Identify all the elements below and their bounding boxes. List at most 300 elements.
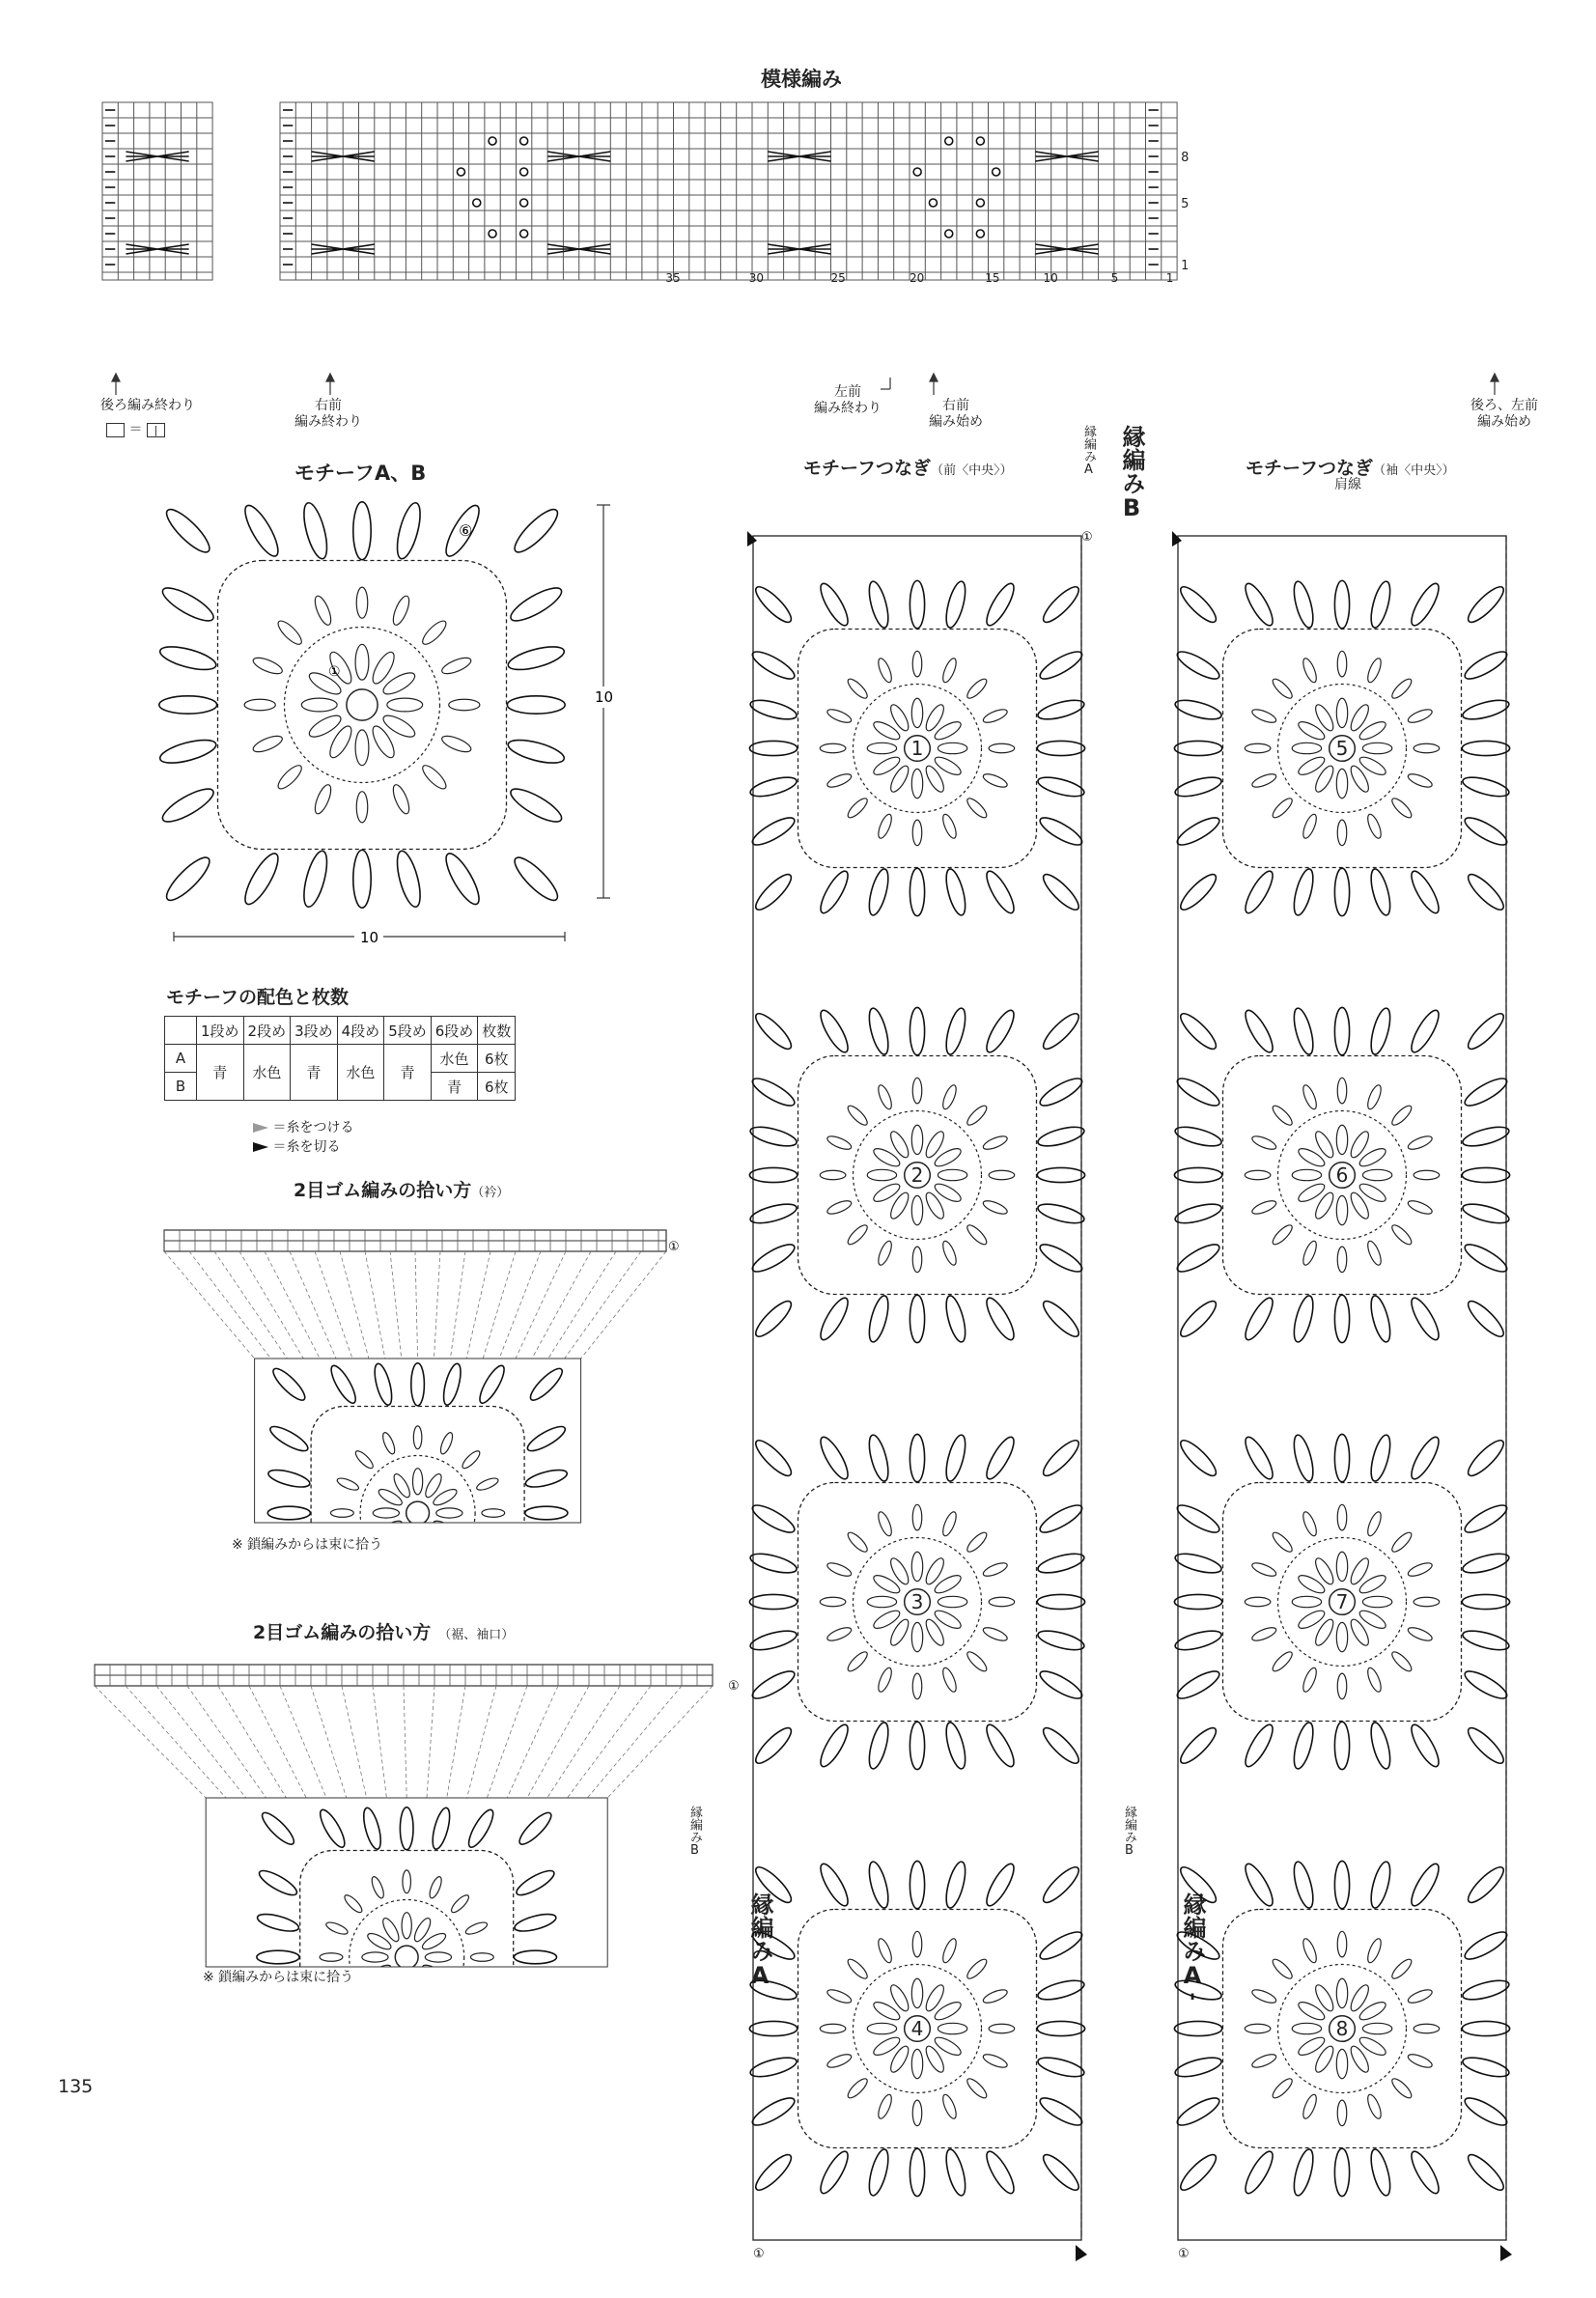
outer-spoke — [1462, 1074, 1510, 1110]
outer-spoke — [1039, 1724, 1083, 1768]
outer-spoke — [748, 696, 798, 722]
table-row: A 青 水色 青 水色 青 水色 6枚 — [165, 1045, 516, 1073]
outer-spoke — [1407, 1861, 1443, 1909]
outer-spoke — [1173, 1123, 1223, 1149]
outer-spoke — [748, 1200, 798, 1226]
inner-petal — [1348, 2044, 1372, 2075]
outer-spoke — [510, 504, 563, 557]
mid-petal — [982, 707, 1009, 725]
outer-spoke — [400, 1808, 413, 1850]
outer-spoke — [816, 1434, 853, 1482]
inner-petal — [373, 1508, 399, 1518]
inner-petal — [911, 2049, 922, 2078]
outer-spoke — [1174, 813, 1222, 850]
mid-petal — [440, 733, 473, 755]
mid-petal — [251, 655, 284, 677]
inner-petal — [1296, 718, 1327, 743]
pickup-guide — [340, 1251, 369, 1359]
outer-spoke — [299, 849, 331, 910]
empty-cell-icon — [106, 423, 125, 437]
outer-spoke — [1367, 1433, 1393, 1483]
outer-spoke — [1241, 2148, 1277, 2197]
motif-ab-title: モチーフA、B — [294, 462, 427, 485]
yarn-over-icon — [993, 168, 1000, 176]
column-number: 1 — [1165, 271, 1174, 285]
chart-title: 模様編み — [761, 68, 842, 91]
mid-petal — [1337, 1931, 1347, 1957]
outer-spoke — [372, 1362, 396, 1407]
mid-petal — [1245, 1170, 1271, 1180]
shoulder-label: 肩線 — [1334, 477, 1361, 492]
inner-petal — [887, 1191, 911, 1221]
inner-petal — [867, 1596, 896, 1607]
outer-spoke — [1173, 696, 1223, 722]
column-number: 10 — [1043, 271, 1058, 285]
pickup-guide — [218, 1686, 286, 1798]
inner-petal — [1336, 2049, 1347, 2078]
inner-petal — [1292, 1596, 1321, 1607]
mid-petal — [940, 1667, 959, 1694]
outer-spoke — [1174, 647, 1222, 684]
mid-petal — [965, 1529, 990, 1555]
outer-spoke — [865, 1006, 891, 1056]
outer-spoke — [1039, 1297, 1083, 1341]
inner-petal — [923, 764, 947, 795]
column-number: 20 — [910, 271, 925, 285]
inner-petal — [938, 1596, 966, 1607]
outer-spoke — [514, 1866, 557, 1899]
inner-petal — [933, 1181, 964, 1205]
mid-petal — [1270, 796, 1295, 821]
border-a-bottom-label: 縁編みA — [746, 1892, 773, 1989]
mid-petal — [1389, 2076, 1414, 2101]
outer-spoke — [1334, 1722, 1349, 1769]
outer-spoke — [982, 1861, 1019, 1909]
pickup-collar-title: 2目ゴム編みの拾い方（衿） — [294, 1180, 510, 1201]
outer-spoke — [476, 1362, 509, 1406]
inner-petal — [1358, 1572, 1388, 1596]
outer-spoke — [440, 850, 485, 909]
outer-spoke — [751, 870, 796, 914]
outer-spoke — [1176, 870, 1220, 914]
right-front-start-label: 右前 編み始め — [929, 398, 983, 430]
mid-petal — [1389, 1529, 1414, 1555]
inner-petal — [933, 718, 964, 743]
mid-petal — [912, 1931, 922, 1957]
mid-petal — [464, 1920, 489, 1937]
mid-petal — [989, 2024, 1015, 2033]
outer-spoke — [816, 868, 853, 916]
outer-spoke — [1367, 1006, 1393, 1056]
mid-petal — [982, 1560, 1009, 1579]
mid-petal — [1337, 820, 1347, 846]
inner-petal — [1336, 1978, 1347, 2007]
outer-spoke — [751, 1297, 796, 1341]
outer-spoke — [942, 1721, 968, 1771]
mid-petal — [940, 1240, 959, 1267]
outer-spoke — [1173, 1200, 1223, 1226]
inner-petal — [1312, 702, 1336, 733]
mid-petal — [845, 1956, 870, 1981]
outer-spoke — [506, 736, 567, 768]
inner-petal — [871, 1608, 902, 1632]
mid-petal — [1407, 1560, 1434, 1579]
right-front-end-label: 右前 編み終わり — [294, 398, 362, 430]
mid-petal — [912, 820, 922, 846]
inner-petal — [867, 1169, 896, 1180]
outer-spoke — [1039, 1436, 1083, 1480]
outer-spoke — [1462, 813, 1510, 850]
outer-spoke — [751, 2150, 796, 2195]
mid-petal — [1270, 1103, 1295, 1128]
inner-petal — [432, 1486, 460, 1507]
round-6-label: ⑥ — [459, 521, 473, 540]
mid-petal — [331, 1509, 354, 1518]
row-number: 8 — [1181, 150, 1190, 165]
outer-spoke — [393, 849, 425, 910]
inner-petal — [933, 1608, 964, 1632]
outer-spoke — [158, 582, 217, 627]
center-ring — [406, 1501, 430, 1525]
inner-petal — [887, 1617, 911, 1648]
cable-cross-icon — [126, 244, 188, 254]
inner-petal — [432, 1518, 460, 1537]
inner-petal — [911, 698, 922, 727]
mid-petal — [989, 1170, 1015, 1180]
mid-petal — [1365, 1083, 1384, 1110]
outer-spoke — [1461, 1627, 1511, 1653]
outer-spoke — [256, 1911, 300, 1935]
inner-petal — [911, 769, 922, 798]
inner-petal — [938, 1169, 966, 1180]
outer-spoke — [816, 580, 853, 629]
inner-petal — [887, 1129, 911, 1160]
mid-petal — [876, 1083, 894, 1110]
cut-yarn-icon — [747, 531, 757, 546]
inner-petal — [366, 1962, 394, 1981]
outer-spoke — [910, 1434, 924, 1481]
inner-petal — [413, 1531, 423, 1537]
outer-spoke — [749, 1927, 798, 1964]
outer-spoke — [1039, 582, 1083, 627]
pickup-guide — [565, 1251, 641, 1359]
inner-petal — [1358, 1145, 1388, 1169]
outer-spoke — [1173, 1550, 1223, 1576]
pickup-hem-note: ※ 鎖編みからは束に拾う — [203, 1970, 354, 1985]
color-table — [164, 1016, 516, 1101]
outer-spoke — [239, 501, 284, 560]
outer-spoke — [1174, 1074, 1222, 1110]
inner-petal — [1362, 2023, 1391, 2033]
chart-left-block — [102, 102, 212, 280]
inner-petal — [887, 702, 911, 733]
outer-spoke — [516, 1808, 555, 1848]
cut-yarn-icon — [1076, 2245, 1087, 2261]
inner-petal — [380, 1916, 402, 1944]
inner-petal — [933, 1145, 964, 1169]
mid-petal — [324, 1920, 349, 1937]
outer-spoke — [1290, 867, 1316, 917]
outer-spoke — [1176, 1009, 1220, 1053]
pickup-guide — [450, 1251, 465, 1359]
outer-spoke — [256, 1866, 299, 1899]
pickup-guide — [311, 1686, 347, 1798]
mid-petal — [940, 2093, 959, 2120]
outer-spoke — [1290, 1721, 1316, 1771]
mid-petal — [876, 1240, 894, 1267]
mid-petal — [419, 618, 449, 648]
outer-spoke — [1174, 1927, 1222, 1964]
mid-petal — [1250, 771, 1277, 790]
yarn-over-icon — [929, 199, 937, 207]
inner-petal — [1296, 1145, 1327, 1169]
inner-petal — [871, 1572, 902, 1596]
mid-petal — [464, 1977, 489, 1981]
inner-petal — [402, 1913, 411, 1939]
pickup-guide — [568, 1686, 651, 1798]
inner-petal — [1312, 1617, 1336, 1648]
outer-spoke — [1464, 1724, 1508, 1768]
inner-petal — [1296, 1181, 1327, 1205]
inner-petal — [377, 1486, 405, 1507]
cable-cross-icon — [126, 152, 188, 161]
outer-spoke — [816, 1722, 853, 1770]
mid-petal — [826, 1560, 853, 1579]
color-table-title: モチーフの配色と枚数 — [166, 987, 350, 1008]
motif-number: 1 — [910, 737, 924, 760]
inner-petal — [923, 1555, 947, 1586]
mid-petal — [845, 2076, 870, 2101]
column-number: 35 — [665, 271, 681, 285]
outer-spoke — [507, 582, 566, 627]
outer-spoke — [1461, 1550, 1511, 1576]
outer-spoke — [910, 1007, 924, 1054]
outer-spoke — [1173, 2054, 1223, 2080]
inner-petal — [938, 2023, 966, 2033]
inner-petal — [1292, 1169, 1321, 1180]
pickup-guide — [467, 1686, 496, 1798]
outer-spoke — [1039, 870, 1083, 914]
pickup-guide — [587, 1686, 682, 1798]
inner-petal — [1312, 1555, 1336, 1586]
border-b-right-label: 縁編みB — [1118, 425, 1145, 521]
outer-spoke — [751, 1724, 796, 1768]
mid-petal — [475, 1533, 499, 1537]
outer-spoke — [816, 2148, 853, 2197]
inner-petal — [923, 702, 947, 733]
mid-petal — [1365, 1937, 1384, 1964]
outer-spoke — [942, 1860, 968, 1910]
outer-spoke — [1462, 647, 1510, 684]
outer-spoke — [1174, 1500, 1222, 1537]
yarn-over-icon — [976, 230, 984, 238]
mid-petal — [1250, 1198, 1277, 1217]
ring-round-5 — [218, 561, 507, 850]
outer-spoke — [1036, 1200, 1086, 1226]
mid-petal — [940, 657, 959, 684]
inner-petal — [362, 1952, 388, 1962]
mid-petal — [1365, 1510, 1384, 1537]
outer-spoke — [1174, 2093, 1222, 2130]
inner-petal — [867, 743, 896, 753]
mid-petal — [820, 1597, 846, 1607]
inner-petal — [377, 1518, 405, 1537]
inner-petal — [423, 1527, 444, 1537]
mid-petal — [1270, 676, 1295, 701]
outer-spoke — [1037, 1167, 1084, 1182]
outer-spoke — [1290, 579, 1316, 630]
outer-spoke — [1407, 580, 1443, 629]
inner-petal — [1296, 1999, 1327, 2023]
inner-petal — [871, 1145, 902, 1169]
inner-petal — [1362, 1169, 1391, 1180]
mid-petal — [876, 2093, 894, 2120]
outer-spoke — [1462, 2093, 1510, 2130]
outer-spoke — [524, 1467, 569, 1491]
mid-petal — [876, 813, 894, 840]
mid-petal — [965, 796, 990, 821]
inner-petal — [923, 1129, 947, 1160]
mid-petal — [482, 1509, 505, 1518]
outer-spoke — [749, 1667, 798, 1703]
outer-spoke — [1037, 2021, 1084, 2035]
outer-spoke — [865, 1721, 891, 1771]
inner-petal — [423, 1471, 444, 1499]
motif-number: 2 — [910, 1163, 924, 1187]
mid-petal — [1301, 1510, 1319, 1537]
inner-petal — [1348, 1191, 1372, 1221]
outer-spoke — [159, 696, 217, 714]
pickup-hem-diagram — [85, 1653, 751, 1981]
mid-petal — [912, 1673, 922, 1699]
outer-spoke — [749, 2093, 798, 2130]
pickup-guide — [466, 1251, 490, 1359]
mid-petal — [1337, 1247, 1347, 1273]
outer-spoke — [1407, 1722, 1443, 1770]
outer-spoke — [749, 647, 798, 684]
mid-petal — [876, 1667, 894, 1694]
inner-petal — [1336, 1552, 1347, 1581]
inner-petal — [1348, 764, 1372, 795]
mid-petal — [845, 1649, 870, 1674]
outer-spoke — [816, 1295, 853, 1343]
outer-spoke — [267, 1422, 311, 1455]
inner-petal — [391, 1471, 412, 1499]
pickup-guide — [527, 1686, 589, 1798]
mid-petal — [1250, 1134, 1277, 1152]
outer-spoke — [942, 1294, 968, 1344]
outer-spoke — [1334, 868, 1349, 915]
mid-petal — [826, 1987, 853, 2005]
inner-petal — [1296, 754, 1327, 778]
inner-petal — [413, 1469, 423, 1495]
outer-spoke — [1464, 870, 1508, 914]
inner-petal — [355, 644, 369, 680]
mid-petal — [845, 796, 870, 821]
inner-petal — [887, 764, 911, 795]
mid-petal — [820, 2024, 846, 2033]
inner-petal — [1348, 1555, 1372, 1586]
mid-petal — [353, 1448, 376, 1471]
mid-petal — [820, 1170, 846, 1180]
mid-petal — [982, 771, 1009, 790]
dim-width: 10 — [360, 929, 379, 946]
mid-petal — [1301, 2093, 1319, 2120]
mid-petal — [449, 699, 480, 711]
join-front-diagram — [734, 502, 1139, 2298]
table-row: B 青 6枚 — [165, 1073, 516, 1101]
outer-spoke — [1241, 1007, 1277, 1055]
inner-petal — [380, 712, 418, 741]
outer-spoke — [525, 1506, 568, 1520]
pickup-guide — [365, 1251, 385, 1359]
mid-petal — [912, 1504, 922, 1530]
outer-spoke — [1462, 2021, 1509, 2035]
pickup-hem-title: 2目ゴム編みの拾い方 （裾、袖口） — [253, 1622, 515, 1643]
mid-petal — [1365, 657, 1384, 684]
outer-spoke — [1174, 2021, 1221, 2035]
outer-spoke — [982, 1007, 1019, 1055]
outer-spoke — [1334, 1434, 1349, 1481]
inner-petal — [301, 698, 337, 712]
inner-petal — [1312, 1982, 1336, 2013]
inner-petal — [1292, 2023, 1321, 2033]
outer-spoke — [1334, 1861, 1349, 1908]
outer-spoke — [865, 1294, 891, 1344]
outer-spoke — [464, 1807, 497, 1850]
inner-petal — [871, 754, 902, 778]
pickup-guide — [290, 1251, 336, 1359]
dim-height: 10 — [595, 688, 614, 706]
mid-petal — [275, 618, 305, 648]
outer-spoke — [526, 1364, 566, 1404]
mid-petal — [1301, 1240, 1319, 1267]
outer-spoke — [748, 1627, 798, 1653]
mid-petal — [428, 1875, 444, 1899]
pickup-collar-diagram — [145, 1219, 724, 1537]
left-front-end-label: 左前 編み終わり — [814, 384, 882, 416]
yarn-over-icon — [489, 137, 496, 145]
outer-spoke — [942, 579, 968, 630]
pickup-guide — [189, 1251, 271, 1359]
outer-spoke — [1241, 1722, 1277, 1770]
inner-petal — [411, 1971, 433, 1981]
outer-spoke — [865, 867, 891, 917]
outer-spoke — [316, 1807, 349, 1850]
outer-spoke — [1461, 1976, 1511, 2003]
inner-petal — [1336, 1195, 1347, 1224]
mid-petal — [820, 743, 846, 753]
outer-spoke — [910, 1295, 924, 1342]
inner-petal — [436, 1508, 462, 1518]
pickup-guide — [280, 1686, 326, 1798]
outer-spoke — [1367, 579, 1393, 630]
outer-spoke — [816, 1007, 853, 1055]
inner-petal — [326, 723, 355, 761]
inner-petal — [887, 2044, 911, 2075]
yarn-over-icon — [913, 168, 921, 176]
inner-petal — [923, 1617, 947, 1648]
outer-spoke — [514, 1950, 556, 1964]
legend-cut: ＝糸を切る — [253, 1139, 340, 1156]
outer-spoke — [942, 1433, 968, 1483]
mid-petal — [965, 1956, 990, 1981]
inner-petal — [387, 698, 423, 712]
outer-spoke — [749, 1240, 798, 1276]
inner-petal — [1312, 764, 1336, 795]
mid-petal — [982, 1134, 1009, 1152]
outer-spoke — [1367, 1860, 1393, 1910]
